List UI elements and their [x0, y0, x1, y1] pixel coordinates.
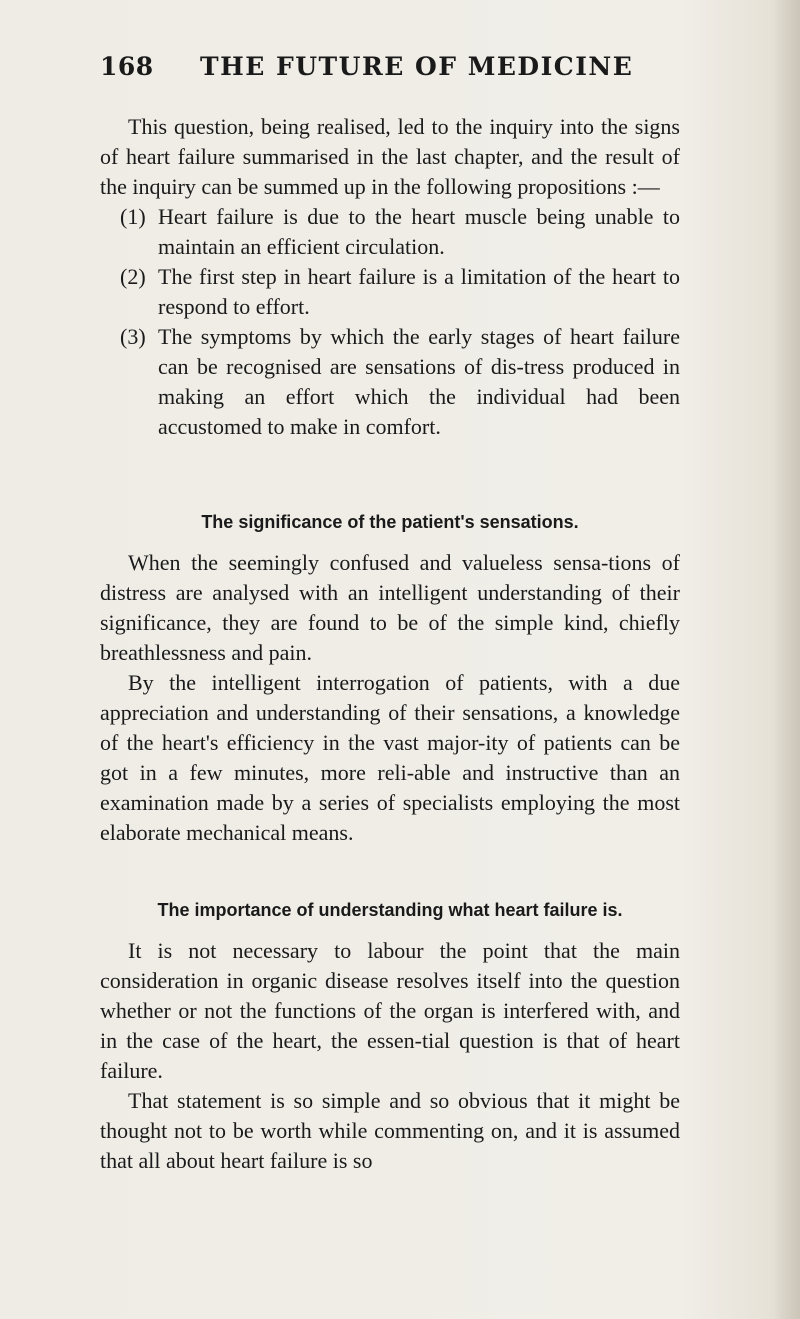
- section-heading-importance: The importance of understanding what heart failure is.: [157, 900, 623, 920]
- paragraph: That statement is so simple and so obvious that it might be thought not to be worth while commenting on, and it is assumed that all about heart failure is so: [100, 1088, 680, 1173]
- intro-paragraph: This question, being realised, led to the inquiry into the signs of heart failure summarised in the last chapter, and the result of the inquiry can be summed up in the following propositions :—: [100, 114, 680, 199]
- proposition-text: The symptoms by which the early stages of heart failure can be recognised are sensations of dis-tress produced in making an effort which the individual had been accustomed to make in comfort.: [158, 324, 680, 439]
- propositions-list: [100, 202, 680, 442]
- paragraph: When the seemingly confused and valueless sensa-tions of distress are analysed with an intelligent understanding of their significance, they are found to be of the simple kind, chiefly breathlessness and pain.: [100, 550, 680, 665]
- proposition-number: (1): [120, 204, 146, 229]
- proposition-item: [100, 202, 680, 262]
- running-head: [100, 52, 680, 92]
- intro-block: [100, 112, 680, 442]
- proposition-number: (3): [120, 324, 146, 349]
- running-title: THE FUTURE OF MEDICINE: [200, 52, 634, 81]
- section2-body: [100, 936, 680, 1176]
- proposition-text: The first step in heart failure is a limitation of the heart to respond to effort.: [158, 264, 680, 319]
- section1-body: [100, 548, 680, 848]
- proposition-number: (2): [120, 264, 146, 289]
- section-heading-significance: The significance of the patient's sensations.: [201, 512, 579, 532]
- page-edge-shadow: [774, 0, 800, 1319]
- proposition-item: [100, 322, 680, 442]
- page-number: 168: [100, 52, 154, 81]
- paragraph: By the intelligent interrogation of patients, with a due appreciation and understanding of their sensations, a knowledge of the heart's efficiency in the vast major-ity of patients can be got in a few minutes, more reli-able and instructive than an examination made by a series of specialists employing the most elaborate mechanical means.: [100, 670, 680, 845]
- proposition-text: Heart failure is due to the heart muscle being unable to maintain an efficient circulation.: [158, 204, 680, 259]
- paragraph: It is not necessary to labour the point that the main consideration in organic disease resolves itself into the question whether or not the functions of the organ is interfered with, and in the case of the heart, the essen-tial question is that of heart failure.: [100, 938, 680, 1083]
- proposition-item: [100, 262, 680, 322]
